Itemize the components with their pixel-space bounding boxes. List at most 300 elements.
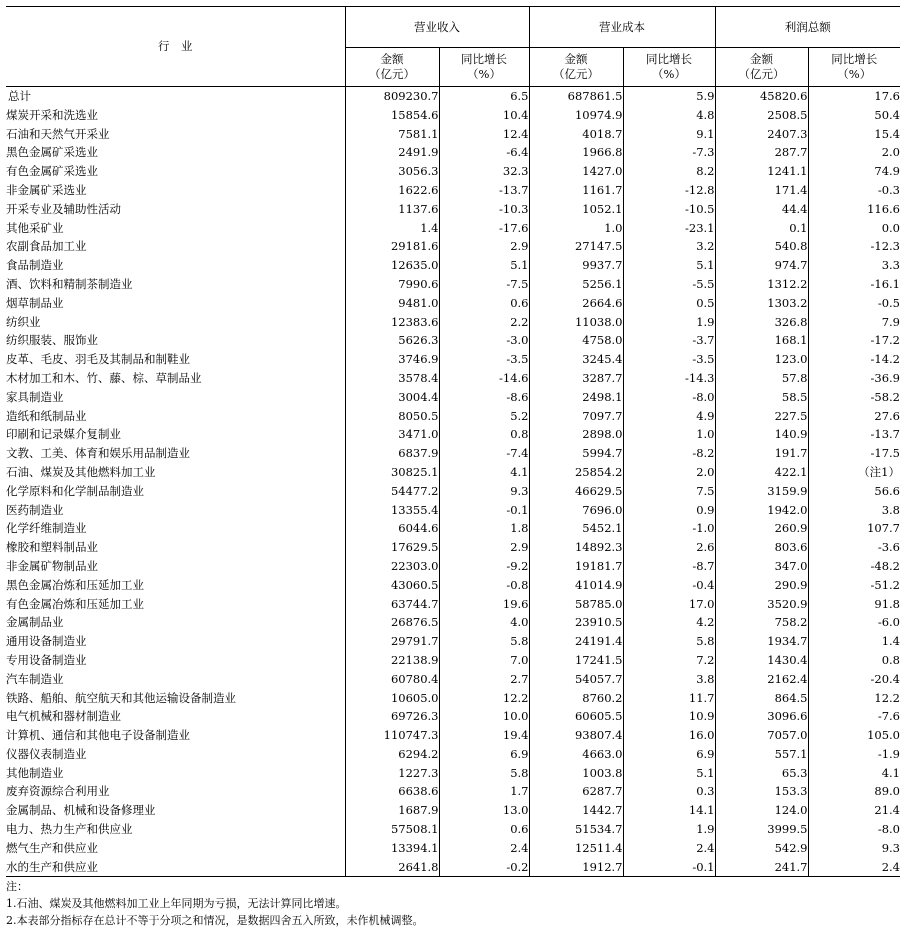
profit-amount-cell: 422.1 — [715, 463, 808, 482]
industry-name-cell: 金属制品业 — [6, 613, 345, 632]
profit-amount-cell: 123.0 — [715, 350, 808, 369]
industry-name-cell: 非金属矿物制品业 — [6, 557, 345, 576]
cost-amount-cell: 60605.5 — [529, 707, 623, 726]
cost-growth-cell: 4.8 — [623, 106, 715, 125]
industry-name-cell: 医药制造业 — [6, 501, 345, 520]
industry-name-cell: 有色金属冶炼和压延加工业 — [6, 595, 345, 614]
profit-amount-cell: 153.3 — [715, 782, 808, 801]
cost-growth-cell: 4.2 — [623, 613, 715, 632]
revenue-amount-cell: 30825.1 — [345, 463, 439, 482]
table-row — [6, 294, 900, 313]
cost-growth-cell: -14.3 — [623, 369, 715, 388]
cost-growth-cell: 14.1 — [623, 801, 715, 820]
profit-growth-cell: 27.6 — [874, 408, 900, 423]
revenue-growth-cell: 0.8 — [439, 425, 529, 444]
table-row — [6, 369, 900, 388]
profit-growth-cell: 56.6 — [874, 483, 900, 498]
industry-name-cell: 其他制造业 — [6, 764, 345, 783]
table-row — [6, 745, 900, 764]
industry-name-cell: 专用设备制造业 — [6, 651, 345, 670]
revenue-amount-cell: 6294.2 — [345, 745, 439, 764]
cost-growth-cell: -0.4 — [623, 576, 715, 595]
industry-name-cell: 造纸和纸制品业 — [6, 407, 345, 426]
profit-amount-cell: 1942.0 — [715, 501, 808, 520]
revenue-growth-cell: 0.6 — [439, 820, 529, 839]
revenue-growth-cell: 13.0 — [439, 801, 529, 820]
profit-amount-cell: 864.5 — [715, 689, 808, 708]
table-row — [6, 538, 900, 557]
profit-amount-cell: 44.4 — [715, 200, 808, 219]
industry-name-cell: 金属制品、机械和设备修理业 — [6, 801, 345, 820]
revenue-amount-cell: 69726.3 — [345, 707, 439, 726]
cost-amount-cell: 25854.2 — [529, 463, 623, 482]
revenue-growth-cell: 19.4 — [439, 726, 529, 745]
revenue-amount-cell: 3471.0 — [345, 425, 439, 444]
industry-name-cell: 纺织服装、服饰业 — [6, 331, 345, 350]
cost-growth-cell: -8.7 — [623, 557, 715, 576]
profit-amount-cell: 140.9 — [715, 425, 808, 444]
profit-amount-cell: 557.1 — [715, 745, 808, 764]
profit-amount-cell: 3520.9 — [715, 595, 808, 614]
profit-amount-cell: 57.8 — [715, 369, 808, 388]
cost-growth-cell: -10.5 — [623, 200, 715, 219]
revenue-growth-cell: 2.2 — [439, 313, 529, 332]
industry-name-cell: 黑色金属矿采选业 — [6, 143, 345, 162]
revenue-amount-cell: 3746.9 — [345, 350, 439, 369]
industry-name-cell: 计算机、通信和其他电子设备制造业 — [6, 726, 345, 745]
profit-amount-cell: 65.3 — [715, 764, 808, 783]
revenue-amount-cell: 60780.4 — [345, 670, 439, 689]
cost-amount-cell: 4018.7 — [529, 125, 623, 144]
revenue-growth-cell: 12.4 — [439, 125, 529, 144]
revenue-growth-cell: -13.7 — [439, 181, 529, 200]
revenue-growth-cell: 19.6 — [439, 595, 529, 614]
cost-amount-cell: 7696.0 — [529, 501, 623, 520]
profit-growth-cell: 89.0 — [874, 784, 900, 799]
cost-amount-cell: 687861.5 — [529, 87, 623, 106]
profit-amount-cell: 2162.4 — [715, 670, 808, 689]
cost-growth-cell: -3.7 — [623, 331, 715, 350]
industry-name-cell: 化学纤维制造业 — [6, 519, 345, 538]
profit-growth-cell: -13.7 — [870, 427, 900, 442]
table-body — [6, 87, 900, 877]
profit-growth-cell: -7.6 — [877, 709, 900, 724]
table-row — [6, 256, 900, 275]
total-row — [6, 87, 900, 106]
table-row — [6, 689, 900, 708]
revenue-growth-cell: 5.8 — [439, 764, 529, 783]
revenue-amount-cell: 29181.6 — [345, 237, 439, 256]
revenue-growth-cell: 5.2 — [439, 407, 529, 426]
cost-growth-cell: -1.0 — [623, 519, 715, 538]
cost-growth-cell: 2.4 — [623, 839, 715, 858]
cost-growth-cell: -12.8 — [623, 181, 715, 200]
industry-name-cell: 食品制造业 — [6, 256, 345, 275]
revenue-amount-cell: 17629.5 — [345, 538, 439, 557]
profit-growth-cell: 2.0 — [881, 145, 900, 160]
cost-growth-cell: 1.0 — [623, 425, 715, 444]
cost-growth-cell: 2.0 — [623, 463, 715, 482]
cost-growth-cell: 17.0 — [623, 595, 715, 614]
revenue-growth-cell: 10.0 — [439, 707, 529, 726]
profit-growth-header: 同比增长 （%） — [808, 48, 900, 87]
revenue-growth-cell: -0.8 — [439, 576, 529, 595]
revenue-amount-cell: 15854.6 — [345, 106, 439, 125]
cost-growth-cell: 0.5 — [623, 294, 715, 313]
profit-amount-cell: 58.5 — [715, 388, 808, 407]
profit-growth-cell: -3.6 — [877, 540, 900, 555]
revenue-amount-cell: 1687.9 — [345, 801, 439, 820]
cost-amount-cell: 2664.6 — [529, 294, 623, 313]
profit-growth-cell: 0.8 — [881, 652, 900, 667]
cost-amount-cell: 19181.7 — [529, 557, 623, 576]
table-row — [6, 501, 900, 520]
cost-growth-cell: -8.2 — [623, 444, 715, 463]
cost-amount-cell: 1442.7 — [529, 801, 623, 820]
profit-amount-cell: 540.8 — [715, 237, 808, 256]
table-row — [6, 519, 900, 538]
cost-amount-cell: 58785.0 — [529, 595, 623, 614]
cost-amount-cell: 8760.2 — [529, 689, 623, 708]
profit-growth-cell: 3.3 — [881, 258, 900, 273]
table-row — [6, 237, 900, 256]
industry-name-cell: 烟草制品业 — [6, 294, 345, 313]
revenue-amount-cell: 63744.7 — [345, 595, 439, 614]
industry-name-cell: 石油和天然气开采业 — [6, 125, 345, 144]
profit-growth-cell: -16.1 — [870, 276, 900, 291]
cost-growth-cell: 8.2 — [623, 162, 715, 181]
cost-amount-cell: 41014.9 — [529, 576, 623, 595]
profit-amount-cell: 347.0 — [715, 557, 808, 576]
revenue-growth-cell: 7.0 — [439, 651, 529, 670]
profit-growth-cell: 74.9 — [874, 164, 900, 179]
profit-amount-cell: 3159.9 — [715, 482, 808, 501]
profit-amount-cell: 3999.5 — [715, 820, 808, 839]
revenue-growth-cell: 6.9 — [439, 745, 529, 764]
revenue-amount-cell: 54477.2 — [345, 482, 439, 501]
table-row — [6, 200, 900, 219]
revenue-growth-cell: 2.4 — [439, 839, 529, 858]
table-row — [6, 143, 900, 162]
table-row — [6, 651, 900, 670]
profit-growth-cell: 0.0 — [881, 220, 900, 235]
cost-growth-cell: 4.9 — [623, 407, 715, 426]
profit-growth-cell: -8.0 — [877, 822, 900, 837]
table-row — [6, 557, 900, 576]
profit-amount-cell: 7057.0 — [715, 726, 808, 745]
industry-name-cell: 总计 — [6, 87, 345, 106]
table-row — [6, 839, 900, 858]
revenue-growth-cell: 4.1 — [439, 463, 529, 482]
table-row — [6, 632, 900, 651]
cost-amount-cell: 93807.4 — [529, 726, 623, 745]
industry-name-cell: 橡胶和塑料制品业 — [6, 538, 345, 557]
cost-growth-cell: 3.2 — [623, 237, 715, 256]
revenue-growth-cell: 32.3 — [439, 162, 529, 181]
revenue-growth-cell: 10.4 — [439, 106, 529, 125]
cost-growth-cell: 1.9 — [623, 820, 715, 839]
profit-growth-cell: 1.4 — [881, 634, 900, 649]
cost-amount-cell: 46629.5 — [529, 482, 623, 501]
cost-growth-cell: 9.1 — [623, 125, 715, 144]
industry-column-header: 行 业 — [6, 7, 345, 87]
profit-amount-cell: 260.9 — [715, 519, 808, 538]
revenue-amount-cell: 13394.1 — [345, 839, 439, 858]
industry-name-cell: 皮革、毛皮、羽毛及其制品和制鞋业 — [6, 350, 345, 369]
revenue-amount-cell: 6044.6 — [345, 519, 439, 538]
profit-growth-cell: -48.2 — [870, 558, 900, 573]
table-row — [6, 181, 900, 200]
cost-amount-cell: 27147.5 — [529, 237, 623, 256]
revenue-growth-cell: 2.9 — [439, 237, 529, 256]
revenue-growth-cell: -6.4 — [439, 143, 529, 162]
revenue-amount-header: 金额 （亿元） — [345, 48, 439, 87]
cost-growth-cell: 1.9 — [623, 313, 715, 332]
profit-growth-cell: 17.6 — [874, 89, 900, 103]
cost-amount-cell: 11038.0 — [529, 313, 623, 332]
cost-growth-cell: 2.6 — [623, 538, 715, 557]
cost-growth-cell: 10.9 — [623, 707, 715, 726]
cost-amount-cell: 4758.0 — [529, 331, 623, 350]
revenue-amount-cell: 10605.0 — [345, 689, 439, 708]
revenue-amount-cell: 110747.3 — [345, 726, 439, 745]
revenue-amount-cell: 22138.9 — [345, 651, 439, 670]
table-row — [6, 125, 900, 144]
cost-amount-cell: 12511.4 — [529, 839, 623, 858]
profit-growth-cell: -6.0 — [877, 615, 900, 630]
profit-amount-cell: 0.1 — [715, 219, 808, 238]
profit-amount-cell: 758.2 — [715, 613, 808, 632]
profit-growth-cell: 3.8 — [881, 502, 900, 517]
cost-growth-cell: 0.3 — [623, 782, 715, 801]
cost-amount-cell: 3245.4 — [529, 350, 623, 369]
revenue-growth-cell: 5.8 — [439, 632, 529, 651]
cost-amount-cell: 1052.1 — [529, 200, 623, 219]
cost-amount-cell: 1.0 — [529, 219, 623, 238]
revenue-growth-cell: 4.0 — [439, 613, 529, 632]
table-row — [6, 858, 900, 877]
profit-amount-cell: 287.7 — [715, 143, 808, 162]
profit-growth-cell: 105.0 — [867, 728, 900, 743]
table-row — [6, 820, 900, 839]
profit-amount-cell: 326.8 — [715, 313, 808, 332]
cost-amount-cell: 1966.8 — [529, 143, 623, 162]
cost-growth-cell: 7.5 — [623, 482, 715, 501]
industry-name-cell: 酒、饮料和精制茶制造业 — [6, 275, 345, 294]
profit-growth-cell: 91.8 — [874, 596, 900, 611]
revenue-growth-cell: -7.5 — [439, 275, 529, 294]
industry-name-cell: 电气机械和器材制造业 — [6, 707, 345, 726]
revenue-growth-cell: 6.5 — [439, 87, 529, 106]
table-row — [6, 425, 900, 444]
cost-amount-cell: 24191.4 — [529, 632, 623, 651]
industry-name-cell: 木材加工和木、竹、藤、棕、草制品业 — [6, 369, 345, 388]
cost-amount-cell: 1161.7 — [529, 181, 623, 200]
revenue-growth-cell: -8.6 — [439, 388, 529, 407]
industry-name-cell: 黑色金属冶炼和压延加工业 — [6, 576, 345, 595]
revenue-amount-cell: 2491.9 — [345, 143, 439, 162]
profit-growth-cell: -17.5 — [870, 446, 900, 461]
industry-name-cell: 开采专业及辅助性活动 — [6, 200, 345, 219]
revenue-growth-cell: -9.2 — [439, 557, 529, 576]
industry-name-cell: 非金属矿采选业 — [6, 181, 345, 200]
industry-name-cell: 煤炭开采和洗选业 — [6, 106, 345, 125]
cost-growth-cell: -0.1 — [623, 858, 715, 877]
table-row — [6, 275, 900, 294]
industry-name-cell: 化学原料和化学制品制造业 — [6, 482, 345, 501]
industry-name-cell: 汽车制造业 — [6, 670, 345, 689]
cost-amount-cell: 5452.1 — [529, 519, 623, 538]
revenue-amount-cell: 5626.3 — [345, 331, 439, 350]
profit-growth-cell: 15.4 — [874, 126, 900, 141]
cost-amount-cell: 23910.5 — [529, 613, 623, 632]
cost-growth-cell: -8.0 — [623, 388, 715, 407]
revenue-group-header: 营业收入 — [345, 7, 529, 48]
profit-growth-cell: 50.4 — [874, 107, 900, 122]
cost-amount-cell: 2498.1 — [529, 388, 623, 407]
industry-name-cell: 电力、热力生产和供应业 — [6, 820, 345, 839]
profit-amount-cell: 227.5 — [715, 407, 808, 426]
profit-growth-cell: 7.9 — [881, 314, 900, 329]
table-row — [6, 219, 900, 238]
revenue-amount-cell: 43060.5 — [345, 576, 439, 595]
cost-growth-cell: 5.1 — [623, 256, 715, 275]
revenue-growth-cell: 1.7 — [439, 782, 529, 801]
cost-amount-header: 金额 （亿元） — [529, 48, 623, 87]
table-row — [6, 613, 900, 632]
cost-growth-cell: 16.0 — [623, 726, 715, 745]
revenue-amount-cell: 3004.4 — [345, 388, 439, 407]
profit-amount-cell: 3096.6 — [715, 707, 808, 726]
profit-amount-cell: 2508.5 — [715, 106, 808, 125]
industry-name-cell: 石油、煤炭及其他燃料加工业 — [6, 463, 345, 482]
cost-group-header: 营业成本 — [529, 7, 715, 48]
industry-name-cell: 纺织业 — [6, 313, 345, 332]
profit-growth-cell: -1.9 — [877, 746, 900, 761]
table-row — [6, 313, 900, 332]
cost-amount-cell: 7097.7 — [529, 407, 623, 426]
profit-growth-cell: -51.2 — [870, 577, 900, 592]
profit-growth-cell: 21.4 — [874, 803, 900, 818]
industry-name-cell: 农副食品加工业 — [6, 237, 345, 256]
profit-growth-cell: -0.3 — [877, 182, 900, 197]
table-row — [6, 764, 900, 783]
table-row — [6, 782, 900, 801]
profit-growth-cell: 9.3 — [881, 840, 900, 855]
cost-amount-cell: 54057.7 — [529, 670, 623, 689]
profit-growth-cell: -0.5 — [877, 295, 900, 310]
industry-finance-table — [6, 6, 900, 877]
revenue-amount-cell: 1622.6 — [345, 181, 439, 200]
revenue-growth-cell: 12.2 — [439, 689, 529, 708]
profit-amount-cell: 171.4 — [715, 181, 808, 200]
notes-title: 注： — [6, 880, 28, 894]
profit-amount-cell: 241.7 — [715, 858, 808, 877]
profit-amount-cell: 191.7 — [715, 444, 808, 463]
profit-growth-cell: -14.2 — [870, 352, 900, 367]
table-row — [6, 726, 900, 745]
revenue-amount-cell: 7990.6 — [345, 275, 439, 294]
table-row — [6, 801, 900, 820]
revenue-growth-cell: -0.1 — [439, 501, 529, 520]
revenue-amount-cell: 3578.4 — [345, 369, 439, 388]
profit-amount-cell: 124.0 — [715, 801, 808, 820]
revenue-amount-cell: 13355.4 — [345, 501, 439, 520]
profit-growth-cell: -12.3 — [870, 239, 900, 254]
profit-amount-cell: 1303.2 — [715, 294, 808, 313]
table-row — [6, 407, 900, 426]
cost-amount-cell: 6287.7 — [529, 782, 623, 801]
cost-amount-cell: 2898.0 — [529, 425, 623, 444]
cost-growth-cell: 0.9 — [623, 501, 715, 520]
cost-growth-cell: 3.8 — [623, 670, 715, 689]
cost-growth-cell: 5.1 — [623, 764, 715, 783]
profit-growth-cell: -58.2 — [870, 389, 900, 404]
profit-growth-cell: -17.2 — [870, 333, 900, 348]
revenue-growth-cell: 1.8 — [439, 519, 529, 538]
profit-growth-cell: （注1） — [858, 464, 900, 479]
note-line-2: 2.本表部分指标存在总计不等于分项之和情况，是数据四舍五入所致，未作机械调整。 — [6, 914, 424, 928]
revenue-amount-cell: 29791.7 — [345, 632, 439, 651]
industry-name-cell: 印刷和记录媒介复制业 — [6, 425, 345, 444]
revenue-growth-cell: -3.5 — [439, 350, 529, 369]
profit-amount-header: 金额 （亿元） — [715, 48, 808, 87]
profit-amount-cell: 290.9 — [715, 576, 808, 595]
industry-name-cell: 文教、工美、体育和娱乐用品制造业 — [6, 444, 345, 463]
revenue-growth-cell: -0.2 — [439, 858, 529, 877]
revenue-amount-cell: 2641.8 — [345, 858, 439, 877]
profit-amount-cell: 168.1 — [715, 331, 808, 350]
profit-amount-cell: 974.7 — [715, 256, 808, 275]
profit-growth-cell: -20.4 — [870, 671, 900, 686]
revenue-amount-cell: 809230.7 — [345, 87, 439, 106]
cost-growth-header: 同比增长 （%） — [623, 48, 715, 87]
revenue-growth-cell: -17.6 — [439, 219, 529, 238]
table-row — [6, 463, 900, 482]
profit-amount-cell: 1312.2 — [715, 275, 808, 294]
profit-amount-cell: 1934.7 — [715, 632, 808, 651]
profit-growth-cell: 107.7 — [867, 521, 900, 536]
revenue-amount-cell: 3056.3 — [345, 162, 439, 181]
note-line-1: 1.石油、煤炭及其他燃料加工业上年同期为亏损，无法计算同比增速。 — [6, 897, 347, 911]
revenue-amount-cell: 12383.6 — [345, 313, 439, 332]
cost-growth-cell: -3.5 — [623, 350, 715, 369]
table-row — [6, 482, 900, 501]
table-row — [6, 388, 900, 407]
revenue-amount-cell: 8050.5 — [345, 407, 439, 426]
revenue-amount-cell: 22303.0 — [345, 557, 439, 576]
profit-amount-cell: 45820.6 — [715, 87, 808, 106]
cost-amount-cell: 5994.7 — [529, 444, 623, 463]
profit-growth-cell: 2.4 — [881, 859, 900, 874]
industry-name-cell: 其他采矿业 — [6, 219, 345, 238]
cost-amount-cell: 51534.7 — [529, 820, 623, 839]
industry-name-cell: 仪器仪表制造业 — [6, 745, 345, 764]
table-row — [6, 331, 900, 350]
cost-amount-cell: 1003.8 — [529, 764, 623, 783]
profit-amount-cell: 2407.3 — [715, 125, 808, 144]
revenue-growth-cell: 2.7 — [439, 670, 529, 689]
revenue-amount-cell: 7581.1 — [345, 125, 439, 144]
revenue-amount-cell: 12635.0 — [345, 256, 439, 275]
revenue-amount-cell: 6638.6 — [345, 782, 439, 801]
cost-amount-cell: 1427.0 — [529, 162, 623, 181]
revenue-growth-cell: 5.1 — [439, 256, 529, 275]
profit-amount-cell: 1241.1 — [715, 162, 808, 181]
cost-amount-cell: 17241.5 — [529, 651, 623, 670]
table-row — [6, 707, 900, 726]
industry-name-cell: 有色金属矿采选业 — [6, 162, 345, 181]
